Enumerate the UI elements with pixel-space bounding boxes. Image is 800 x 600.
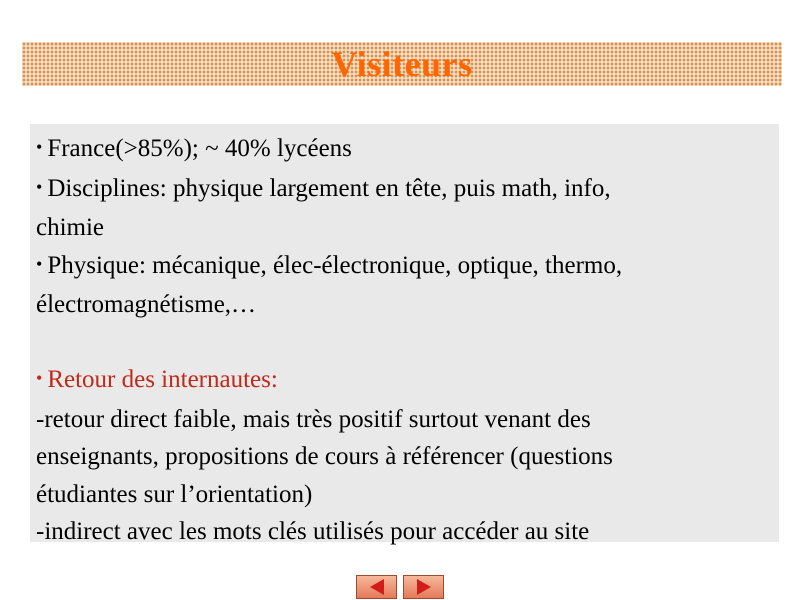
bullet-item-disciplines (36, 170, 771, 210)
bullet-continuation: électromagnétisme,… (36, 291, 257, 318)
bullet-text: France(>85%); ~ 40% lycéens (47, 135, 352, 162)
bullet-icon: • (36, 176, 43, 197)
bullet-continuation: chimie (36, 214, 105, 241)
feedback-line: -indirect avec les mots clés utilisés pour accéder au site (36, 518, 590, 545)
bullet-icon: • (36, 137, 43, 157)
content-box (30, 124, 779, 545)
next-slide-button[interactable] (403, 575, 444, 599)
arrow-left-icon (370, 579, 384, 595)
blank-line (36, 324, 771, 362)
arrow-right-icon (417, 579, 431, 595)
bullet-text: Disciplines: physique largement en tête, puis math, info, (47, 174, 611, 202)
previous-slide-button[interactable] (356, 575, 397, 599)
bullet-item-physique (36, 247, 771, 287)
feedback-heading-text: Retour des internautes: (47, 366, 278, 393)
feedback-line: étudiantes sur l’orientation) (36, 480, 313, 508)
slide-title: Visiteurs (331, 44, 473, 84)
feedback-line: -retour direct faible, mais très positif surtout venant des (36, 405, 591, 433)
feedback-heading (36, 361, 771, 401)
bullet-item-france (36, 130, 771, 170)
bullet-text: Physique: mécanique, élec-électronique, optique, thermo, (47, 251, 623, 279)
bullet-icon: • (36, 253, 43, 274)
feedback-line: enseignants, propositions de cours à référencer (questions (36, 443, 613, 470)
title-banner (22, 42, 782, 86)
bullet-icon: • (36, 368, 43, 388)
